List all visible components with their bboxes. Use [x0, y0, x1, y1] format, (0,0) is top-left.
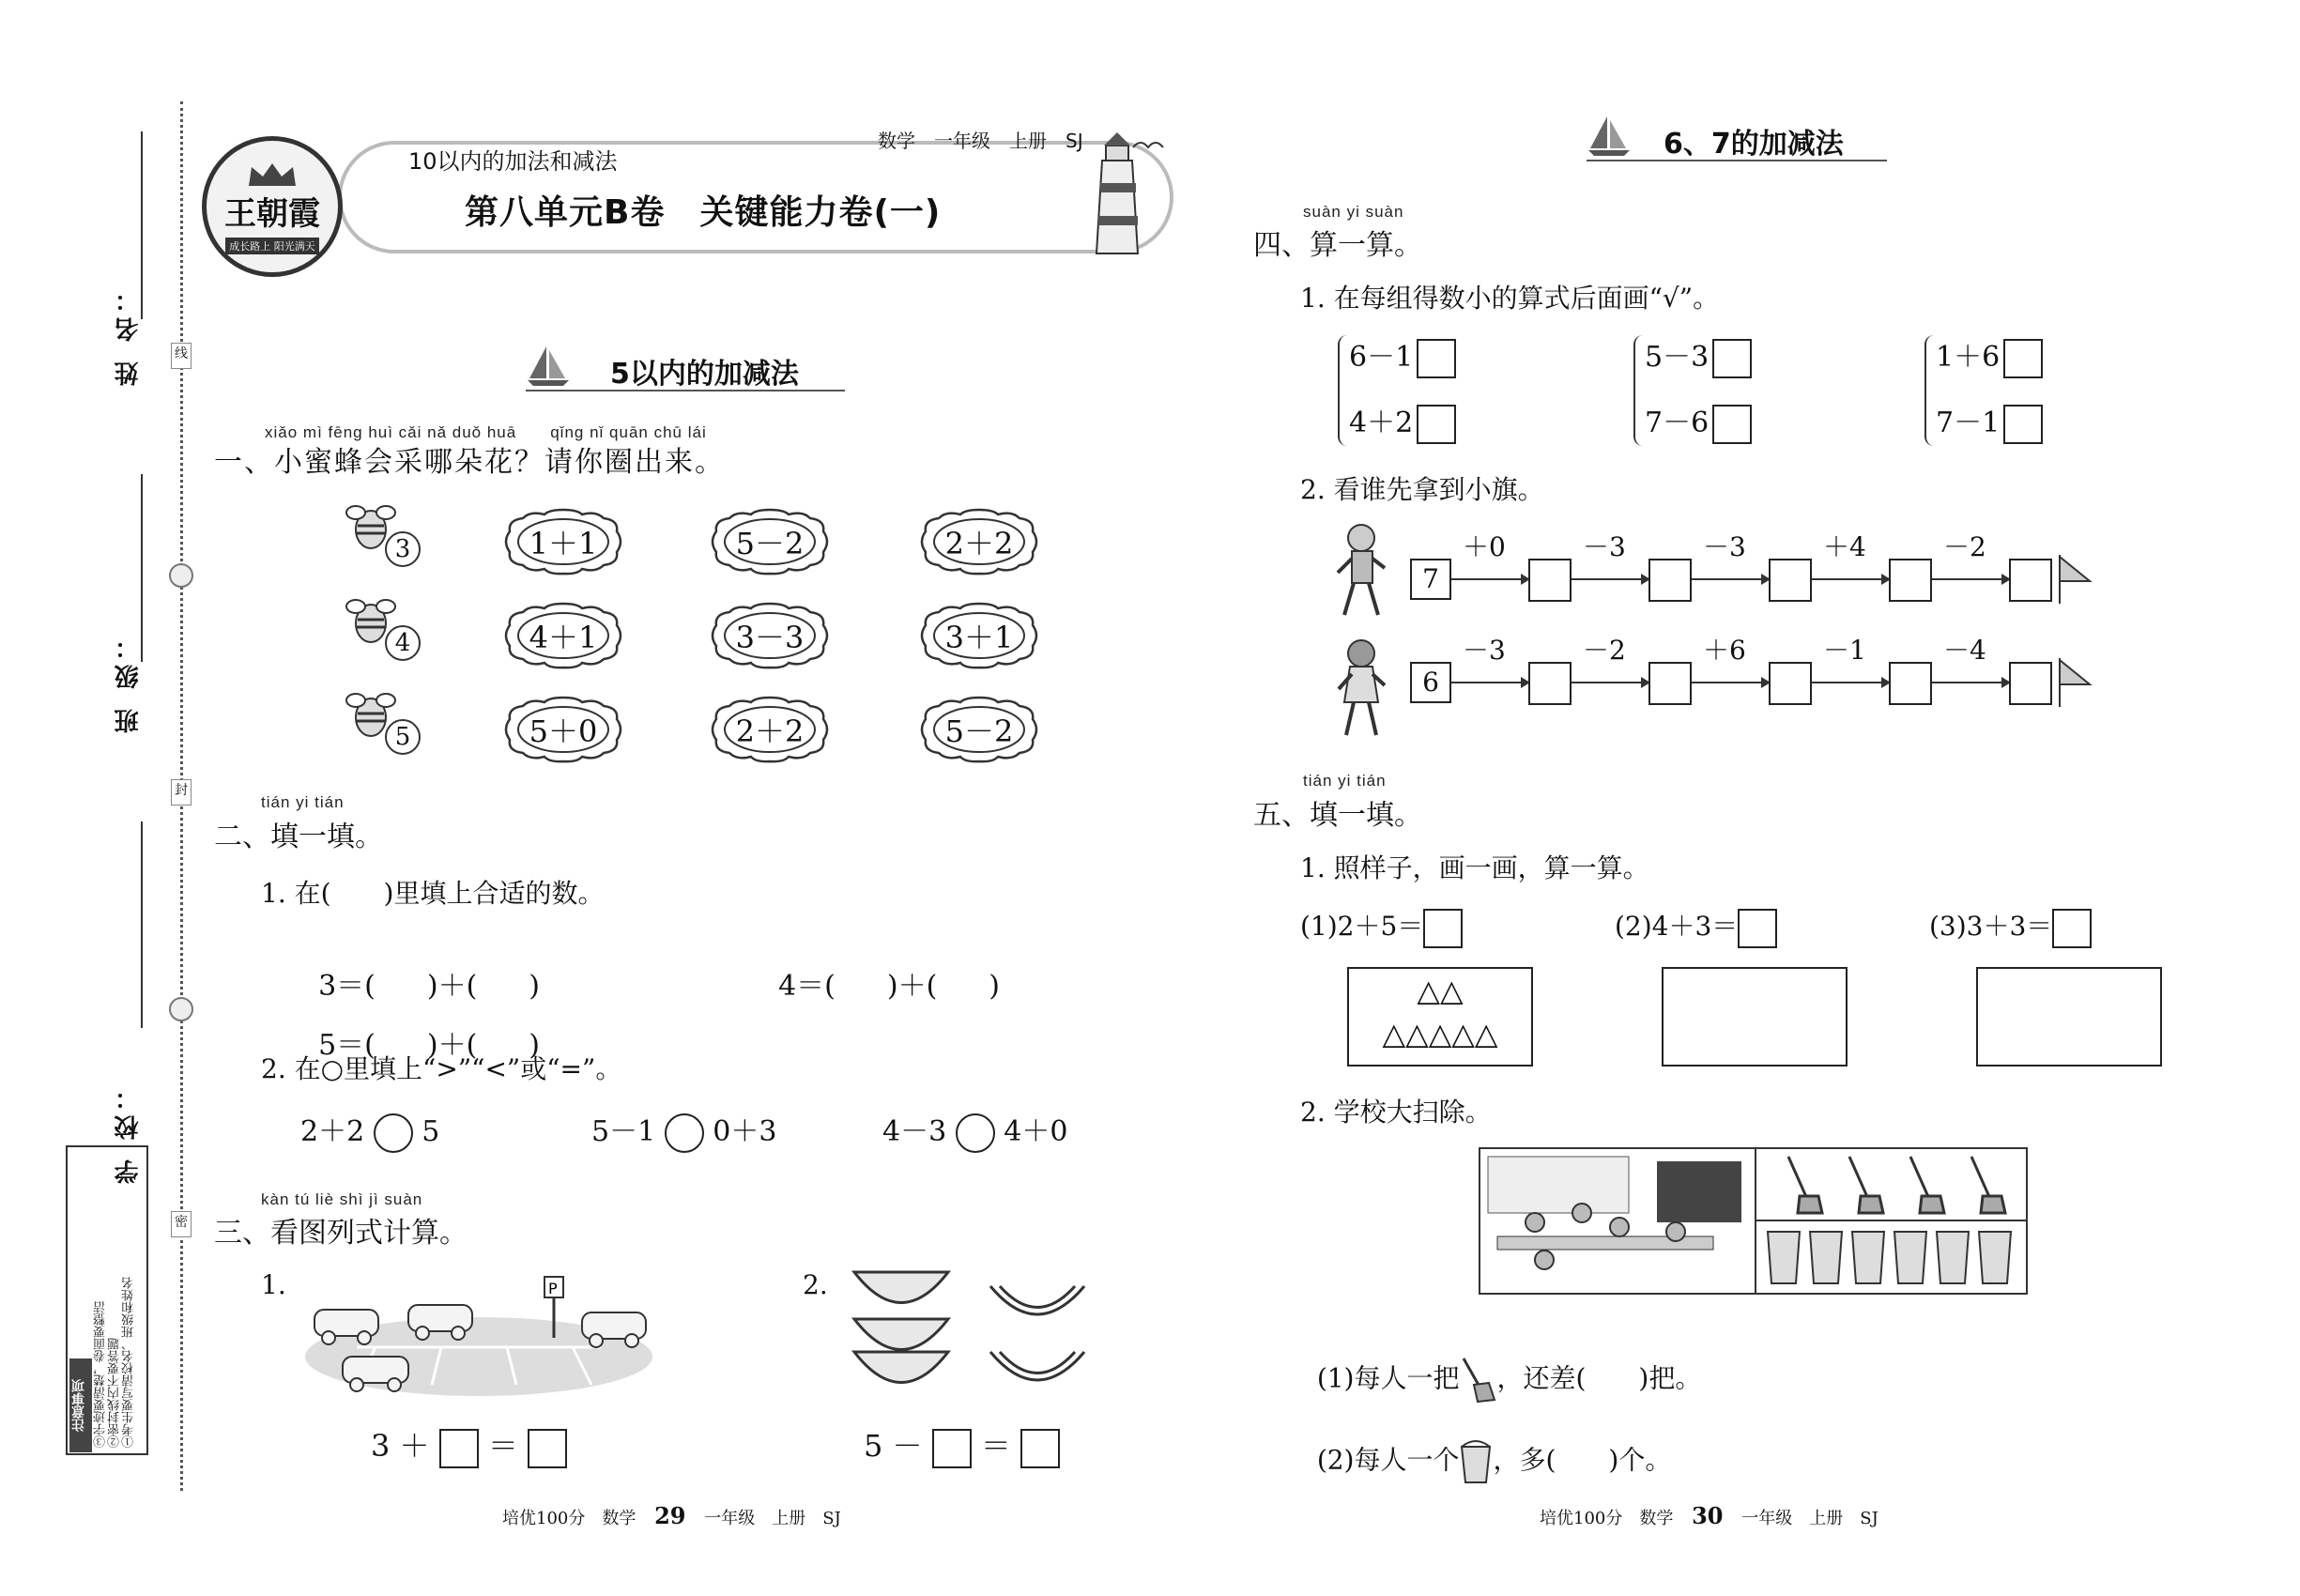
chain-operation: －3	[1463, 635, 1506, 666]
chain-answer-box[interactable]	[1528, 662, 1572, 705]
chain-operation: －2	[1583, 635, 1626, 666]
formula-eq: ＝	[487, 1428, 518, 1464]
triangle-box	[1347, 967, 1533, 1067]
check-box[interactable]	[1712, 339, 1752, 378]
example-2	[1615, 906, 1777, 948]
compare-2	[591, 1108, 776, 1153]
boy-running-icon	[1333, 521, 1389, 624]
drawing-box[interactable]	[1976, 967, 2162, 1067]
q3-num1: 1.	[261, 1269, 286, 1300]
chain-operation: －4	[1943, 635, 1986, 666]
binding-ring	[169, 997, 193, 1021]
check-box[interactable]	[2003, 339, 2043, 378]
bee-icon	[343, 498, 427, 573]
unit-topic: 10以内的加法和减法	[408, 148, 618, 175]
chain-operation: ＋0	[1463, 531, 1506, 562]
q1-pinyin: xiǎo mì fēng huì cǎi nǎ duǒ huā qǐng nǐ quān chū lái	[265, 423, 707, 441]
flower-option[interactable]	[502, 695, 624, 764]
q2-eq2	[760, 929, 1000, 1004]
expression-text: 4＋2	[1349, 407, 1414, 439]
q5-pinyin: tián yi tián	[1303, 772, 1387, 790]
answer-box[interactable]	[932, 1429, 972, 1468]
expression-text: 7－1	[1936, 407, 2001, 439]
chain-operation: －3	[1703, 531, 1746, 562]
group-expression	[1645, 333, 1752, 378]
page-number: 29	[654, 1502, 686, 1529]
note-2: ②密封线内不要答题	[108, 1338, 122, 1448]
compare-3	[882, 1108, 1067, 1153]
sailboat-icon	[526, 343, 573, 388]
note-1: ①考生要写清校名、班级和姓名	[122, 1277, 136, 1448]
bee-icon	[343, 685, 427, 760]
compare-right: 0＋3	[713, 1115, 777, 1148]
example-text: (1)2＋5＝	[1300, 911, 1424, 942]
q3-title: 三、看图列式计算。	[214, 1217, 468, 1250]
q2-title: 二、填一填。	[214, 821, 383, 853]
eq-plus: )＋(	[426, 1029, 478, 1062]
broom-icon	[1459, 1357, 1496, 1404]
line-mark-feng: 封	[171, 779, 192, 806]
flower-option[interactable]	[918, 507, 1040, 576]
flower-expression: 2＋2	[944, 526, 1014, 561]
group-expression	[1645, 399, 1752, 444]
class-field[interactable]	[141, 474, 143, 662]
compare-circle[interactable]	[374, 1113, 413, 1153]
example-text: (2)4＋3＝	[1615, 911, 1739, 942]
check-box[interactable]	[2003, 405, 2043, 444]
q2-pinyin: tián yi tián	[261, 793, 345, 811]
chain-arrow	[1932, 578, 2009, 580]
chain-arrow	[1692, 578, 1769, 580]
eq-close: )	[529, 1029, 541, 1062]
answer-2-pre: (2)每人一个	[1316, 1444, 1460, 1476]
answer-2	[1300, 1408, 1671, 1484]
chain-operation: －3	[1583, 531, 1626, 562]
flower-option[interactable]	[918, 695, 1040, 764]
sailboat-icon	[1587, 113, 1633, 158]
flower-expression: 3－3	[735, 620, 805, 655]
chain-arrow	[1572, 578, 1648, 580]
brand-logo	[202, 136, 343, 277]
footer-subject: 培优100分 数学	[1540, 1509, 1674, 1528]
notes-title: 注意事项	[69, 1358, 92, 1452]
brand-slogan: 成长路上 阳光满天	[225, 238, 319, 254]
expression-text: 1＋6	[1936, 341, 2001, 374]
triangles-bottom: △△△△△	[1382, 1016, 1498, 1051]
formula-a: 3	[371, 1428, 391, 1464]
chain-answer-box[interactable]	[1889, 662, 1932, 705]
school-field[interactable]	[141, 821, 143, 1028]
chain-answer-box[interactable]	[1528, 559, 1572, 602]
seagull-icon	[1131, 136, 1169, 155]
check-box[interactable]	[1417, 339, 1456, 378]
school-label: 学 校：	[115, 1080, 143, 1185]
group-expression	[1936, 333, 2043, 378]
group-expression	[1349, 399, 1456, 444]
chain-arrow	[1932, 682, 2009, 683]
chain-arrow	[1812, 682, 1889, 683]
eq-close: )	[989, 970, 1001, 1003]
check-box[interactable]	[1417, 405, 1456, 444]
footer-subject: 培优100分 数学	[502, 1509, 636, 1528]
section-header-left	[526, 343, 845, 394]
answer-box[interactable]	[439, 1429, 479, 1468]
chain-arrow	[1572, 682, 1648, 683]
q5-sub2: 2. 学校大扫除。	[1300, 1097, 1492, 1128]
crown-icon	[244, 160, 300, 188]
bee-number: 4	[385, 625, 421, 661]
flower-expression: 1＋1	[529, 526, 598, 561]
expression-text: 5－3	[1645, 341, 1710, 374]
section-title-left: 5以内的加减法	[610, 358, 799, 391]
flower-expression: 3＋1	[944, 620, 1014, 655]
chain-operation: ＋4	[1823, 531, 1866, 562]
answer-box[interactable]	[1738, 909, 1777, 948]
q5-sub1: 1. 照样子，画一画，算一算。	[1300, 852, 1649, 883]
formula-minus: －	[892, 1428, 923, 1464]
compare-group	[1338, 333, 1526, 451]
q4-sub2: 2. 看谁先拿到小旗。	[1300, 474, 1544, 505]
name-field[interactable]	[141, 131, 143, 319]
class-label: 班 级：	[115, 629, 143, 734]
section-underline	[526, 390, 845, 391]
cleaning-illustration	[1479, 1147, 2028, 1295]
example-3	[1929, 906, 2092, 948]
flower-expression: 2＋2	[735, 714, 805, 749]
bucket-icon	[1459, 1439, 1493, 1484]
header-meta: 数学 一年级 上册 SJ	[878, 130, 1083, 152]
footer-left	[502, 1502, 841, 1529]
expression-text: 6－1	[1349, 341, 1414, 374]
flower-option[interactable]	[918, 601, 1040, 670]
chain-start-box: 7	[1410, 559, 1451, 600]
compare-right: 4＋0	[1004, 1115, 1068, 1148]
compare-left: 4－3	[882, 1115, 947, 1148]
compare-group	[1633, 333, 1821, 451]
flag-icon	[2056, 553, 2093, 609]
example-1	[1300, 906, 1463, 948]
q4-pinyin: suàn yi suàn	[1303, 203, 1404, 221]
section-header-right	[1587, 113, 1887, 164]
chain-answer-box[interactable]	[1769, 662, 1812, 705]
chain-arrow	[1692, 682, 1769, 683]
footer-right	[1540, 1502, 1878, 1529]
note-3: ③字迹要清楚，卷面要整洁	[94, 1301, 108, 1448]
chain-answer-box[interactable]	[2009, 559, 2052, 602]
group-expression	[1936, 399, 2043, 444]
chain-answer-box[interactable]	[1889, 559, 1932, 602]
compare-circle[interactable]	[956, 1113, 995, 1153]
compare-1	[300, 1108, 439, 1153]
section-title-right: 6、7的加减法	[1664, 128, 1844, 161]
expression-text: 7－6	[1645, 407, 1710, 439]
flower-option[interactable]	[709, 601, 831, 670]
q3-num2: 2.	[803, 1269, 828, 1300]
example-text: (3)3＋3＝	[1929, 911, 2053, 942]
answer-box[interactable]	[1020, 1429, 1060, 1468]
page-number: 30	[1692, 1502, 1724, 1529]
formula-a: 5	[864, 1428, 883, 1464]
flower-expression: 5－2	[944, 714, 1014, 749]
chain-arrow	[1451, 578, 1528, 580]
flower-option[interactable]	[709, 695, 831, 764]
eq-lhs: 4＝(	[778, 970, 836, 1003]
compare-left: 2＋2	[300, 1115, 365, 1148]
eq-plus: )＋(	[886, 970, 938, 1003]
q5-title: 五、填一填。	[1253, 799, 1422, 832]
compare-right: 5	[422, 1115, 440, 1148]
flower-option[interactable]	[502, 507, 624, 576]
answer-box[interactable]	[2052, 909, 2092, 948]
flower-option[interactable]	[502, 601, 624, 670]
flower-expression: 4＋1	[529, 620, 598, 655]
q1-title: 一、小蜜蜂会采哪朵花？请你圈出来。	[214, 446, 725, 479]
chain-arrow	[1812, 578, 1889, 580]
formula-2	[864, 1422, 1060, 1468]
triangles-top: △△	[1417, 973, 1464, 1008]
q2-sub2: 2. 在○里填上“>”“<”或“=”。	[261, 1053, 622, 1084]
q4-title: 四、算一算。	[1253, 229, 1422, 262]
section-underline	[1587, 160, 1887, 161]
answer-box[interactable]	[528, 1429, 567, 1468]
formula-eq: ＝	[980, 1428, 1011, 1464]
answer-1-pre: (1)每人一把	[1316, 1362, 1460, 1394]
line-mark-mi: 密	[171, 1211, 192, 1237]
parking-lot-illustration	[300, 1267, 657, 1399]
binding-ring	[169, 563, 193, 588]
svg-text:P: P	[548, 1280, 558, 1297]
bee-number: 5	[385, 719, 421, 755]
compare-circle[interactable]	[665, 1113, 704, 1153]
answer-2-post: ，多( )个。	[1493, 1444, 1672, 1476]
answer-box[interactable]	[1423, 909, 1463, 948]
formula-1	[371, 1422, 567, 1468]
page-title: 第八单元B卷 关键能力卷(一)	[465, 193, 942, 232]
brand-name: 王朝霞	[224, 194, 320, 233]
girl-running-icon	[1333, 637, 1389, 740]
chain-answer-box[interactable]	[1648, 662, 1692, 705]
compare-group	[1924, 333, 2112, 451]
eq-close: )	[529, 970, 541, 1003]
answer-1-post: ，还差( )把。	[1496, 1362, 1702, 1394]
q3-pinyin: kàn tú liè shì jì suàn	[261, 1190, 423, 1208]
footer-grade: 一年级 上册 SJ	[1741, 1509, 1878, 1528]
flower-option[interactable]	[709, 507, 831, 576]
formula-plus: ＋	[399, 1428, 430, 1464]
chain-arrow	[1451, 682, 1528, 683]
drawing-box[interactable]	[1662, 967, 1848, 1067]
chain-start-box: 6	[1410, 662, 1451, 703]
flower-expression: 5－2	[735, 526, 805, 561]
line-mark-xian: 线	[171, 343, 192, 369]
chain-operation: －2	[1943, 531, 1986, 562]
eq-lhs: 5＝(	[318, 1029, 376, 1062]
flower-expression: 5＋0	[529, 714, 598, 749]
chain-answer-box[interactable]	[1648, 559, 1692, 602]
flag-icon	[2056, 656, 2093, 713]
q4-sub1: 1. 在每组得数小的算式后面画“√”。	[1300, 283, 1720, 314]
bee-icon	[343, 591, 427, 667]
chain-operation: ＋6	[1703, 635, 1746, 666]
q2-sub1: 1. 在( )里填上合适的数。	[261, 878, 605, 909]
check-box[interactable]	[1712, 405, 1752, 444]
notes-box	[66, 1145, 148, 1455]
eq-lhs: 3＝(	[318, 970, 376, 1003]
bee-number: 3	[385, 531, 421, 567]
footer-grade: 一年级 上册 SJ	[704, 1509, 841, 1528]
answer-1	[1300, 1326, 1701, 1404]
group-expression	[1349, 333, 1456, 378]
eq-plus: )＋(	[426, 970, 478, 1003]
chain-answer-box[interactable]	[1769, 559, 1812, 602]
chain-answer-box[interactable]	[2009, 662, 2052, 705]
compare-left: 5－1	[591, 1115, 656, 1148]
name-label: 姓 名：	[115, 282, 143, 387]
chain-operation: －1	[1823, 635, 1866, 666]
watermelon-illustration	[850, 1263, 1103, 1404]
